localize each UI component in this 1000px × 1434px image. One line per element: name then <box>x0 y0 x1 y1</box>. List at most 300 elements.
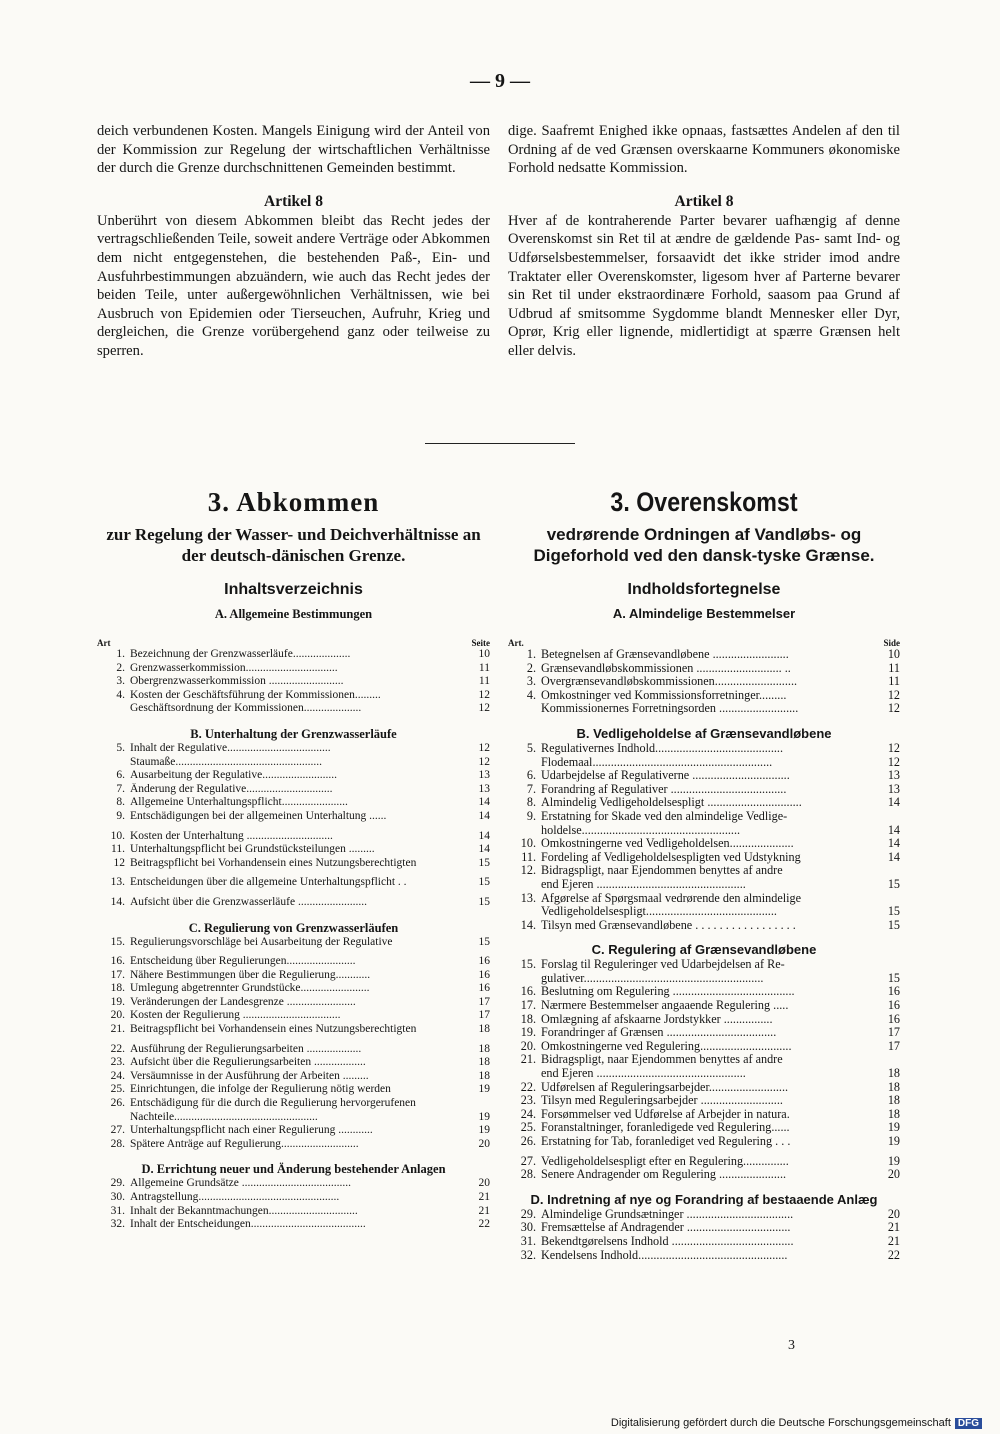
toc-row-text: Forandringer af Grænsen .................................... <box>541 1026 777 1040</box>
toc-row-page: 14 <box>478 796 490 809</box>
toc-row-number: 15. <box>520 957 536 972</box>
right-toc-title: Indholdsfortegnelse <box>627 581 781 598</box>
toc-row <box>508 985 900 999</box>
toc-row-number: 5. <box>526 740 536 755</box>
toc-row <box>508 1249 900 1263</box>
toc-row <box>508 972 900 986</box>
toc-row-text: Obergrenzwasserkommission .......................... <box>130 675 344 688</box>
toc-row <box>97 675 490 689</box>
toc-row-number: 18. <box>110 982 125 995</box>
toc-row-text: Overgrænsevandløbskommissionen........................... <box>541 675 798 689</box>
toc-row <box>508 1094 900 1108</box>
toc-section-title: D. Errichtung neuer und Änderung bestehender Anlagen <box>141 1162 446 1177</box>
toc-section-title: A. Allgemeine Bestimmungen <box>214 607 373 621</box>
toc-row-number: 24. <box>110 1069 125 1082</box>
toc-row-number: 20. <box>520 1038 536 1053</box>
toc-row <box>508 1235 900 1249</box>
toc-row-page: 20 <box>478 1137 490 1150</box>
toc-row-number: 31. <box>110 1204 125 1217</box>
toc-row-page: 12 <box>478 702 490 715</box>
page-foot-number: 3 <box>788 1338 795 1353</box>
toc-row-text: Unterhaltungspflicht nach einer Regulierung ............ <box>130 1124 373 1137</box>
toc-row-text: holdelse.................................................... <box>541 823 741 837</box>
toc-row-number: 21. <box>520 1052 536 1067</box>
toc-row-page: 21 <box>478 1204 490 1217</box>
toc-row-page: 18 <box>887 1093 900 1108</box>
toc-row-number: 8. <box>526 795 536 810</box>
toc-section-title: D. Indretning af nye og Forandring af bestaaende Anlæg <box>530 1191 878 1207</box>
left-article-8-text: Unberührt von diesem Abkommen bleibt das Recht jedes der vertragschließenden Teile, soweit andere Verträge oder Abkommen dem nicht entgegenstehen, die bestehenden Paß-, Ein- und Ausfuhrbestimmungen abzuändern, wie auch das Recht jedes der beiden Teile, unter außergewöhnlichen Verhältnissen, wie bei Ausbruch von Epidemien oder Tierseuchen, Aufruhr, Krieg und dergleichen, die Grenze vorübergehend ganz oder teilweise zu sperren. <box>97 212 490 359</box>
toc-row-text: Aufsicht über die Regulierungsarbeiten .................. <box>130 1056 366 1069</box>
toc-row-page: 14 <box>478 829 490 842</box>
toc-row <box>508 810 900 824</box>
toc-row-page: 18 <box>887 1066 900 1081</box>
toc-row-page: 21 <box>887 1233 900 1248</box>
toc-row-number: 7. <box>116 782 125 795</box>
toc-row-page: 20 <box>887 1167 900 1182</box>
toc-row-text: end Ejeren ................................................. <box>541 1067 746 1081</box>
toc-row-number: 30. <box>110 1191 125 1203</box>
toc-row <box>508 1135 900 1149</box>
left-toc-title: Inhaltsverzeichnis <box>224 581 363 598</box>
toc-row-number: 30. <box>520 1220 536 1235</box>
toc-row-page: 21 <box>478 1191 490 1203</box>
toc-row-page <box>880 810 900 824</box>
right-toc <box>508 606 900 1262</box>
toc-row-page: 14 <box>887 836 900 851</box>
toc-row-number: 28. <box>110 1137 125 1150</box>
toc-row-text: Tilsyn med Reguleringsarbejder ........................... <box>541 1094 783 1108</box>
toc-row-number: 23. <box>110 1056 125 1069</box>
toc-row-page: 15 <box>887 904 900 919</box>
toc-row <box>508 878 900 892</box>
toc-row-number: 12. <box>520 863 536 878</box>
toc-row-page: 16 <box>478 982 490 995</box>
toc-row-page: 14 <box>478 809 490 822</box>
toc-row-text: Regulierungsvorschläge bei Ausarbeitung der Regulative <box>130 935 393 948</box>
toc-row-text: Antragstellung................................................. <box>130 1191 340 1203</box>
toc-row <box>97 830 490 844</box>
toc-row <box>97 955 490 969</box>
toc-row <box>97 756 490 770</box>
toc-row-page: 18 <box>887 1079 900 1094</box>
toc-row <box>508 702 900 716</box>
toc-row-number <box>97 1111 130 1125</box>
toc-row-text: Nachteile.................................................. <box>130 1110 318 1123</box>
toc-row-number: 19. <box>110 995 125 1008</box>
toc-row-text: Spätere Anträge auf Regulierung........................... <box>130 1137 359 1150</box>
toc-row-text: Almindelig Vedligeholdelsespligt ............................... <box>541 796 802 810</box>
toc-row-text: Kendelsens Indhold................................................. <box>541 1248 788 1262</box>
toc-row <box>508 783 900 797</box>
toc-row-number <box>97 702 130 716</box>
toc-row <box>508 837 900 851</box>
toc-row-page: 11 <box>478 661 490 674</box>
toc-row-number: 22. <box>110 1042 125 1055</box>
toc-row-number: 32. <box>110 1218 125 1231</box>
left-upper <box>97 122 490 361</box>
toc-row <box>508 1067 900 1081</box>
toc-row-text: Tilsyn med Grænsevandløbene . . . . . . . . . . . . . . . . . <box>541 918 796 932</box>
toc-row-page: 12 <box>887 701 900 716</box>
toc-row-number <box>508 702 541 716</box>
toc-row <box>508 1013 900 1027</box>
toc-row-number: 27. <box>520 1153 536 1168</box>
toc-row-text: Veränderungen der Landesgrenze ........................ <box>130 995 356 1008</box>
toc-row <box>508 662 900 676</box>
toc-row-page: 11 <box>888 660 900 675</box>
toc-row <box>97 810 490 824</box>
toc-row <box>97 742 490 756</box>
toc-row <box>508 756 900 770</box>
toc-row-page: 13 <box>887 781 900 796</box>
toc-row <box>97 1138 490 1152</box>
toc-row <box>97 1177 490 1191</box>
toc-row-text: Aufsicht über die Grenzwasserläufe ........................ <box>130 895 367 908</box>
toc-row-page: 19 <box>478 1083 490 1096</box>
toc-row-number <box>508 756 541 770</box>
toc-row <box>508 919 900 933</box>
toc-row <box>508 1121 900 1135</box>
toc-row-text: Bidragspligt, naar Ejendommen benyttes af andre <box>541 864 783 878</box>
toc-row-page: 17 <box>478 995 490 1008</box>
toc-row-text: Bidragspligt, naar Ejendommen benyttes af andre <box>541 1053 783 1067</box>
toc-row <box>97 689 490 703</box>
toc-page-header: Seite <box>471 638 490 648</box>
toc-row-page: 20 <box>478 1177 490 1190</box>
toc-row-number: 22. <box>520 1079 536 1094</box>
toc-row <box>97 876 490 890</box>
toc-row-number: 5. <box>116 741 125 754</box>
right-agreement-title: 3. Overenskomst <box>610 487 798 517</box>
page-number: — 9 — <box>470 70 530 92</box>
toc-row-text: Omkostningerne ved Vedligeholdelsen..................... <box>541 837 794 851</box>
divider-rule <box>425 443 575 444</box>
toc-row-page: 22 <box>887 1247 900 1262</box>
toc-row-page: 12 <box>887 754 900 769</box>
toc-row <box>508 892 900 906</box>
toc-row <box>508 1208 900 1222</box>
toc-row-page: 19 <box>478 1124 490 1137</box>
toc-row-text: Versäumnisse in der Ausführung der Arbeiten ......... <box>130 1069 369 1082</box>
toc-row-number: 11. <box>521 849 536 864</box>
toc-row-text: Kosten der Regulierung .................................. <box>130 1009 341 1022</box>
toc-row <box>97 1124 490 1138</box>
toc-row-page: 14 <box>887 822 900 837</box>
right-intro-paragraph: dige. Saafremt Enighed ikke opnaas, fastsættes Andelen af den til Ordning af de ved Grænsen overskaarne Kommuners økonomiske Forhold nedsatte Kommission. <box>508 123 900 177</box>
right-article-8-title: Artikel 8 <box>674 192 734 210</box>
toc-row-page: 22 <box>478 1218 490 1231</box>
toc-section-title: B. Unterhaltung der Grenzwasserläufe <box>190 726 397 741</box>
toc-row-page: 21 <box>887 1220 900 1235</box>
toc-row-number: 3. <box>116 675 125 688</box>
toc-row <box>508 1108 900 1122</box>
toc-row-number: 15. <box>110 935 125 948</box>
toc-row-page: 18 <box>478 1023 490 1036</box>
toc-row-page: 12 <box>887 740 900 755</box>
toc-row-number <box>508 1067 541 1081</box>
toc-row-number: 26. <box>110 1097 125 1110</box>
toc-row <box>508 689 900 703</box>
toc-row <box>508 851 900 865</box>
toc-row-text: Staumaße................................................... <box>130 755 322 768</box>
toc-row-text: Udarbejdelse af Regulativerne ................................ <box>541 769 790 783</box>
toc-row-text: Flodemaal........................................................... <box>541 755 773 769</box>
toc-row-page: 13 <box>478 782 490 795</box>
toc-row <box>97 1218 490 1232</box>
toc-row <box>508 675 900 689</box>
left-agreement-subtitle: zur Regelung der Wasser- und Deichverhältnisse an der deutsch-dänischen Grenze. <box>106 525 481 565</box>
toc-row <box>508 1155 900 1169</box>
toc-row-text: end Ejeren ................................................. <box>541 877 746 891</box>
toc-row-text: Nähere Bestimmungen über die Regulierung............ <box>130 968 371 981</box>
toc-row-page: 10 <box>478 648 490 660</box>
toc-row-number <box>508 972 541 986</box>
toc-row-number: 29. <box>110 1177 125 1190</box>
toc-row <box>97 1009 490 1023</box>
toc-row-number: 2. <box>116 661 125 674</box>
toc-row-number: 20. <box>110 1009 125 1022</box>
toc-row <box>508 796 900 810</box>
toc-row-page: 18 <box>887 1106 900 1121</box>
toc-row-page: 12 <box>887 687 900 702</box>
toc-row-text: Umlegung abgetrennter Grundstücke........................ <box>130 982 370 995</box>
toc-row-text: Forandring af Regulativer ...................................... <box>541 782 787 796</box>
toc-row-text: Vedligeholdelsespligt........................................... <box>541 905 777 919</box>
toc-row-number: 3. <box>526 674 536 689</box>
toc-row-text: Allgemeine Unterhaltungspflicht....................... <box>130 796 348 809</box>
toc-row-page <box>880 958 900 972</box>
toc-row-page: 15 <box>478 876 490 889</box>
right-upper <box>508 122 900 361</box>
toc-row <box>97 1070 490 1084</box>
toc-art-header: Art <box>97 638 111 648</box>
toc-row-number: 11. <box>111 843 125 856</box>
toc-row-text: Beitragspflicht bei Vorhandensein eines Nutzungsberechtigten <box>130 1023 417 1036</box>
toc-row-text: Regulativernes Indhold.......................................... <box>541 741 784 755</box>
toc-row-number: 6. <box>526 768 536 783</box>
toc-row-page: 15 <box>887 876 900 891</box>
toc-row-page: 19 <box>887 1134 900 1148</box>
toc-row-page: 11 <box>478 675 490 688</box>
toc-row-text: Betegnelsen af Grænsevandløbene ......................... <box>541 648 789 661</box>
toc-row-number: 28. <box>520 1167 536 1182</box>
right-article-8-text: Hver af de kontraherende Parter bevarer uafhængig af denne Overenskomst sin Ret til at ændre de gældende Pas- samt Ind- og Udførselsbestemmelser, forsaavidt det ikke strider imod andre Traktater eller Overenskomster, ligesom hver af Parterne bevarer sin Ret til under ekstraordinære Forhold, saasom paa Grund af Udbrud af smitsomme Sygdomme blandt Mennesker eller Dyr, Oprør, Krig eller lignende, midlertidigt at spærre Grænsen helt eller delvis. <box>508 212 900 359</box>
toc-row <box>97 896 490 910</box>
toc-page-header: Side <box>883 638 900 648</box>
toc-row-number: 23. <box>520 1093 536 1108</box>
toc-row-number: 9. <box>526 808 536 823</box>
toc-row-text: Omlægning af afskaarne Jordstykker ................ <box>541 1012 773 1026</box>
toc-section-title: A. Almindelige Bestemmelser <box>612 606 796 621</box>
toc-row-page: 16 <box>478 968 490 981</box>
toc-row-page: 11 <box>888 674 900 689</box>
toc-row-number: 25. <box>520 1120 536 1135</box>
toc-row <box>508 1026 900 1040</box>
toc-row-number: 17. <box>110 968 125 981</box>
toc-row-number: 29. <box>520 1206 536 1221</box>
toc-row-text: Udførelsen af Reguleringsarbejder.......................... <box>541 1080 789 1094</box>
toc-row <box>97 1097 490 1111</box>
toc-row <box>508 999 900 1013</box>
left-article-8-title: Artikel 8 <box>264 192 323 210</box>
toc-art-header: Art. <box>508 638 524 648</box>
toc-row-number: 9. <box>116 809 125 822</box>
toc-row-number: 16. <box>520 984 536 999</box>
toc-row-page <box>470 1097 490 1111</box>
toc-row-text: Kosten der Geschäftsführung der Kommissionen......... <box>130 688 381 701</box>
toc-row-text: Almindelige Grundsætninger ................................... <box>541 1207 794 1221</box>
toc-row-number: 19. <box>520 1025 536 1040</box>
toc-row <box>508 958 900 972</box>
toc-row-page: 17 <box>887 1025 900 1040</box>
toc-row-number: 13. <box>110 876 125 889</box>
toc-row <box>97 702 490 716</box>
left-toc <box>97 606 490 1232</box>
toc-row <box>97 982 490 996</box>
toc-row-page: 20 <box>887 1206 900 1221</box>
toc-row-text: Beitragspflicht bei Vorhandensein eines Nutzungsberechtigten <box>130 856 417 869</box>
toc-row-text: Omkostningerne ved Regulering.............................. <box>541 1039 792 1053</box>
toc-row <box>97 662 490 676</box>
toc-row <box>97 783 490 797</box>
toc-row-number: 16. <box>110 955 125 968</box>
toc-row <box>97 1191 490 1205</box>
toc-row <box>97 996 490 1010</box>
toc-row <box>508 1168 900 1182</box>
toc-row <box>508 1053 900 1067</box>
toc-row <box>97 843 490 857</box>
toc-row-text: Einrichtungen, die infolge der Regulierung nötig werden <box>130 1083 391 1096</box>
toc-row-text: Inhalt der Entscheidungen........................................ <box>130 1218 366 1231</box>
toc-row-text: Inhalt der Regulative.................................... <box>130 741 331 754</box>
toc-row-number: 4. <box>116 688 125 701</box>
toc-row-page: 12 <box>478 741 490 754</box>
toc-row-page <box>880 1053 900 1067</box>
footer-text: Digitalisierung gefördert durch die Deutsche Forschungsgemeinschaft <box>610 1417 951 1429</box>
toc-row-page: 17 <box>887 1038 900 1053</box>
left-toc-column <box>97 486 490 1232</box>
toc-row-number: 14. <box>520 917 536 932</box>
toc-row-text: Entscheidung über Regulierungen........................ <box>130 955 356 968</box>
toc-row-text: Allgemeine Grundsätze ...................................... <box>130 1177 352 1190</box>
toc-row <box>97 969 490 983</box>
toc-row <box>508 864 900 878</box>
toc-row-page: 15 <box>887 917 900 932</box>
dfg-logo: DFG <box>955 1418 982 1429</box>
toc-row-page <box>880 892 900 906</box>
toc-row-number: 25. <box>110 1083 125 1096</box>
toc-row-number: 32. <box>520 1247 536 1262</box>
toc-row-text: Fremsættelse af Andragender .................................. <box>541 1221 791 1235</box>
toc-row <box>97 1043 490 1057</box>
toc-row <box>97 857 490 871</box>
toc-row <box>97 1205 490 1219</box>
toc-row <box>97 1111 490 1125</box>
toc-row <box>97 1056 490 1070</box>
toc-row-text: Inhalt der Bekanntmachungen............................... <box>130 1204 358 1217</box>
toc-row <box>508 1040 900 1054</box>
toc-row-text: Entscheidungen über die allgemeine Unterhaltungspflicht . . <box>130 876 407 889</box>
toc-row-number: 24. <box>520 1106 536 1121</box>
toc-row-page: 19 <box>887 1153 900 1168</box>
toc-row-text: Grænsevandløbskommissionen ............................ .. <box>541 661 791 675</box>
footer-credit <box>611 1417 982 1429</box>
toc-column-header <box>97 638 490 648</box>
toc-row-text: Senere Andragender om Regulering ...................... <box>541 1168 787 1182</box>
toc-row-number: 12 <box>113 856 125 869</box>
toc-row-number: 1. <box>526 647 536 661</box>
toc-row-page: 12 <box>478 755 490 768</box>
toc-row-number: 10. <box>520 836 536 851</box>
toc-section-title: C. Regulierung von Grenzwasserläufen <box>188 920 399 935</box>
toc-row <box>97 1083 490 1097</box>
toc-row-number: 10. <box>110 829 125 842</box>
toc-row-page: 13 <box>887 768 900 783</box>
toc-row-text: Änderung der Regulative.............................. <box>130 782 333 795</box>
right-agreement-subtitle: vedrørende Ordningen af Vandløbs- og Digeforhold ved den dansk-tyske Grænse. <box>533 525 875 565</box>
toc-row-page: 14 <box>887 795 900 810</box>
toc-row-number: 13. <box>520 890 536 905</box>
toc-row <box>508 905 900 919</box>
toc-row-text: gulativer........................................................... <box>541 971 764 985</box>
left-intro-paragraph: deich verbundenen Kosten. Mangels Einigung wird der Anteil von der Kommission zur Regelung der wirtschaftlichen Verhältnisse der durch die Grenze durchschnittenen Gemeinden bestimmt. <box>97 123 490 177</box>
left-agreement-title: 3. Abkommen <box>207 487 380 517</box>
toc-row-text: Erstatning for Skade ved den almindelige Vedlige- <box>541 809 788 823</box>
toc-row-page: 18 <box>478 1056 490 1069</box>
toc-row <box>97 936 490 950</box>
toc-row-number: 27. <box>110 1124 125 1137</box>
toc-row-page: 15 <box>478 935 490 948</box>
toc-row <box>97 769 490 783</box>
toc-row-text: Nærmere Bestemmelser angaaende Regulering ..... <box>541 999 789 1013</box>
toc-row-number: 17. <box>520 998 536 1013</box>
toc-row-text: Omkostninger ved Kommissionsforretninger......... <box>541 688 787 702</box>
toc-row <box>97 796 490 810</box>
toc-row <box>508 1221 900 1235</box>
toc-row <box>508 769 900 783</box>
toc-section-title: C. Regulering af Grænsevandløbene <box>591 942 817 958</box>
toc-row-page: 18 <box>478 1069 490 1082</box>
toc-row-text: Geschäftsordnung der Kommissionen.................... <box>130 702 362 715</box>
toc-row-page: 16 <box>887 998 900 1013</box>
toc-row-number: 14. <box>110 895 125 908</box>
toc-section-title: B. Vedligeholdelse af Grænsevandløbene <box>576 725 832 741</box>
toc-row-text: Bezeichnung der Grenzwasserläufe.................... <box>130 648 351 660</box>
toc-row-number <box>508 824 541 838</box>
toc-row-text: Erstatning for Tab, foranlediget ved Regulering . . . <box>541 1135 791 1148</box>
toc-row-page: 13 <box>478 769 490 782</box>
toc-row-text: Ausarbeitung der Regulative.......................... <box>130 769 337 782</box>
toc-row-page <box>880 864 900 878</box>
toc-row-text: Bekendtgørelsens Indhold ........................................ <box>541 1234 794 1248</box>
toc-row-number: 8. <box>116 796 125 809</box>
toc-row-text: Forslag til Reguleringer ved Udarbejdelsen af Re- <box>541 958 785 972</box>
toc-row-number <box>97 756 130 770</box>
toc-row-page: 12 <box>478 688 490 701</box>
toc-row-text: Entschädigung für die durch die Regulierung hervorgerufenen <box>130 1097 416 1110</box>
toc-row-text: Beslutning om Regulering ........................................ <box>541 985 795 999</box>
toc-row-page: 16 <box>887 1011 900 1026</box>
toc-row-text: Ausführung der Regulierungsarbeiten ................... <box>130 1042 362 1055</box>
toc-row <box>508 1081 900 1095</box>
toc-row-number: 1. <box>116 648 125 660</box>
toc-row-page: 19 <box>887 1120 900 1135</box>
toc-row-number: 21. <box>110 1023 125 1036</box>
toc-row-page: 15 <box>478 895 490 908</box>
toc-row <box>508 648 900 662</box>
toc-row <box>97 1023 490 1037</box>
